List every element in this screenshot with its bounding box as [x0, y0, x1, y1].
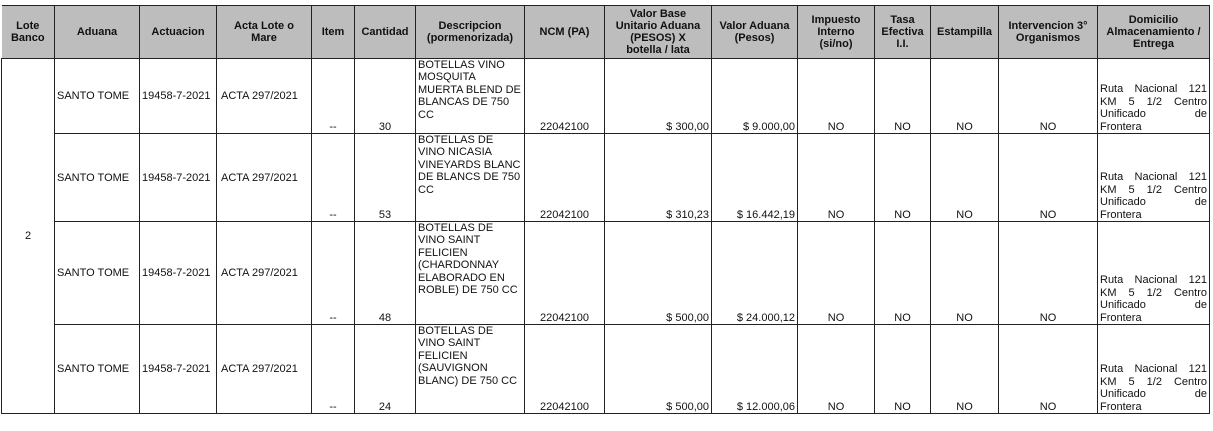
- header-row: [2, 6, 1210, 59]
- header-lote-banco: Lote Banco: [2, 6, 55, 59]
- tasa-efectiva-cell: NO: [875, 325, 931, 414]
- tasa-efectiva-cell: NO: [875, 222, 931, 325]
- valor-base-cell: $ 300,00: [605, 59, 712, 134]
- valor-aduana-cell: $ 12.000,06: [712, 325, 798, 414]
- document-sheet: [1, 5, 1210, 414]
- aduana-cell: SANTO TOME: [55, 59, 140, 134]
- intervencion-cell: NO: [999, 59, 1098, 134]
- header-valor-aduana: Valor Aduana (Pesos): [712, 6, 798, 59]
- item-cell: --: [312, 222, 355, 325]
- header-aduana: Aduana: [55, 6, 140, 59]
- estampilla-cell: NO: [931, 325, 999, 414]
- header-acta: Acta Lote o Mare: [217, 6, 312, 59]
- lote-banco-cell: 2: [2, 59, 55, 414]
- ncm-cell: 22042100: [525, 134, 605, 222]
- lots-table: [1, 5, 1210, 414]
- valor-base-cell: $ 310,23: [605, 134, 712, 222]
- intervencion-cell: NO: [999, 134, 1098, 222]
- header-item: Item: [312, 6, 355, 59]
- actuacion-cell: 19458-7-2021: [140, 134, 217, 222]
- domicilio-cell: Ruta Nacional 121 KM 5 1/2 Centro Unificado de Frontera: [1098, 325, 1210, 414]
- header-domicilio: Domicilio Almacenamiento / Entrega: [1098, 6, 1210, 59]
- acta-cell: ACTA 297/2021: [217, 222, 312, 325]
- item-cell: --: [312, 134, 355, 222]
- impuesto-interno-cell: NO: [798, 325, 875, 414]
- table-row: [2, 134, 1210, 222]
- impuesto-interno-cell: NO: [798, 59, 875, 134]
- aduana-cell: SANTO TOME: [55, 325, 140, 414]
- valor-base-cell: $ 500,00: [605, 325, 712, 414]
- tasa-efectiva-cell: NO: [875, 134, 931, 222]
- valor-aduana-cell: $ 24.000,12: [712, 222, 798, 325]
- descripcion-cell: BOTELLAS VINO MOSQUITA MUERTA BLEND DE BLANCAS DE 750 CC: [416, 59, 525, 134]
- acta-cell: ACTA 297/2021: [217, 134, 312, 222]
- header-ncm: NCM (PA): [525, 6, 605, 59]
- actuacion-cell: 19458-7-2021: [140, 325, 217, 414]
- acta-cell: ACTA 297/2021: [217, 59, 312, 134]
- cantidad-cell: 30: [355, 59, 416, 134]
- actuacion-cell: 19458-7-2021: [140, 222, 217, 325]
- cantidad-cell: 53: [355, 134, 416, 222]
- header-intervencion: Intervencion 3° Organismos: [999, 6, 1098, 59]
- table-row: [2, 59, 1210, 134]
- domicilio-cell: Ruta Nacional 121 KM 5 1/2 Centro Unificado de Frontera: [1098, 134, 1210, 222]
- table-row: [2, 222, 1210, 325]
- header-descripcion: Descripcion (pormenorizada): [416, 6, 525, 59]
- valor-aduana-cell: $ 9.000,00: [712, 59, 798, 134]
- header-valor-base: Valor Base Unitario Aduana (PESOS) X botella / lata: [605, 6, 712, 59]
- actuacion-cell: 19458-7-2021: [140, 59, 217, 134]
- estampilla-cell: NO: [931, 222, 999, 325]
- descripcion-cell: BOTELLAS DE VINO SAINT FELICIEN (CHARDONNAY ELABORADO EN ROBLE) DE 750 CC: [416, 222, 525, 325]
- impuesto-interno-cell: NO: [798, 222, 875, 325]
- cantidad-cell: 24: [355, 325, 416, 414]
- domicilio-cell: Ruta Nacional 121 KM 5 1/2 Centro Unificado de Frontera: [1098, 59, 1210, 134]
- aduana-cell: SANTO TOME: [55, 134, 140, 222]
- acta-cell: ACTA 297/2021: [217, 325, 312, 414]
- estampilla-cell: NO: [931, 134, 999, 222]
- descripcion-cell: BOTELLAS DE VINO SAINT FELICIEN (SAUVIGNON BLANC) DE 750 CC: [416, 325, 525, 414]
- header-actuacion: Actuacion: [140, 6, 217, 59]
- tasa-efectiva-cell: NO: [875, 59, 931, 134]
- impuesto-interno-cell: NO: [798, 134, 875, 222]
- descripcion-cell: BOTELLAS DE VINO NICASIA VINEYARDS BLANC DE BLANCS DE 750 CC: [416, 134, 525, 222]
- domicilio-cell: Ruta Nacional 121 KM 5 1/2 Centro Unificado de Frontera: [1098, 222, 1210, 325]
- ncm-cell: 22042100: [525, 59, 605, 134]
- cantidad-cell: 48: [355, 222, 416, 325]
- table-row: [2, 325, 1210, 414]
- item-cell: --: [312, 59, 355, 134]
- header-tasa-efectiva: Tasa Efectiva I.I.: [875, 6, 931, 59]
- header-cantidad: Cantidad: [355, 6, 416, 59]
- item-cell: --: [312, 325, 355, 414]
- intervencion-cell: NO: [999, 325, 1098, 414]
- ncm-cell: 22042100: [525, 325, 605, 414]
- estampilla-cell: NO: [931, 59, 999, 134]
- valor-base-cell: $ 500,00: [605, 222, 712, 325]
- aduana-cell: SANTO TOME: [55, 222, 140, 325]
- header-estampilla: Estampilla: [931, 6, 999, 59]
- intervencion-cell: NO: [999, 222, 1098, 325]
- valor-aduana-cell: $ 16.442,19: [712, 134, 798, 222]
- header-impuesto-interno: Impuesto Interno (si/no): [798, 6, 875, 59]
- ncm-cell: 22042100: [525, 222, 605, 325]
